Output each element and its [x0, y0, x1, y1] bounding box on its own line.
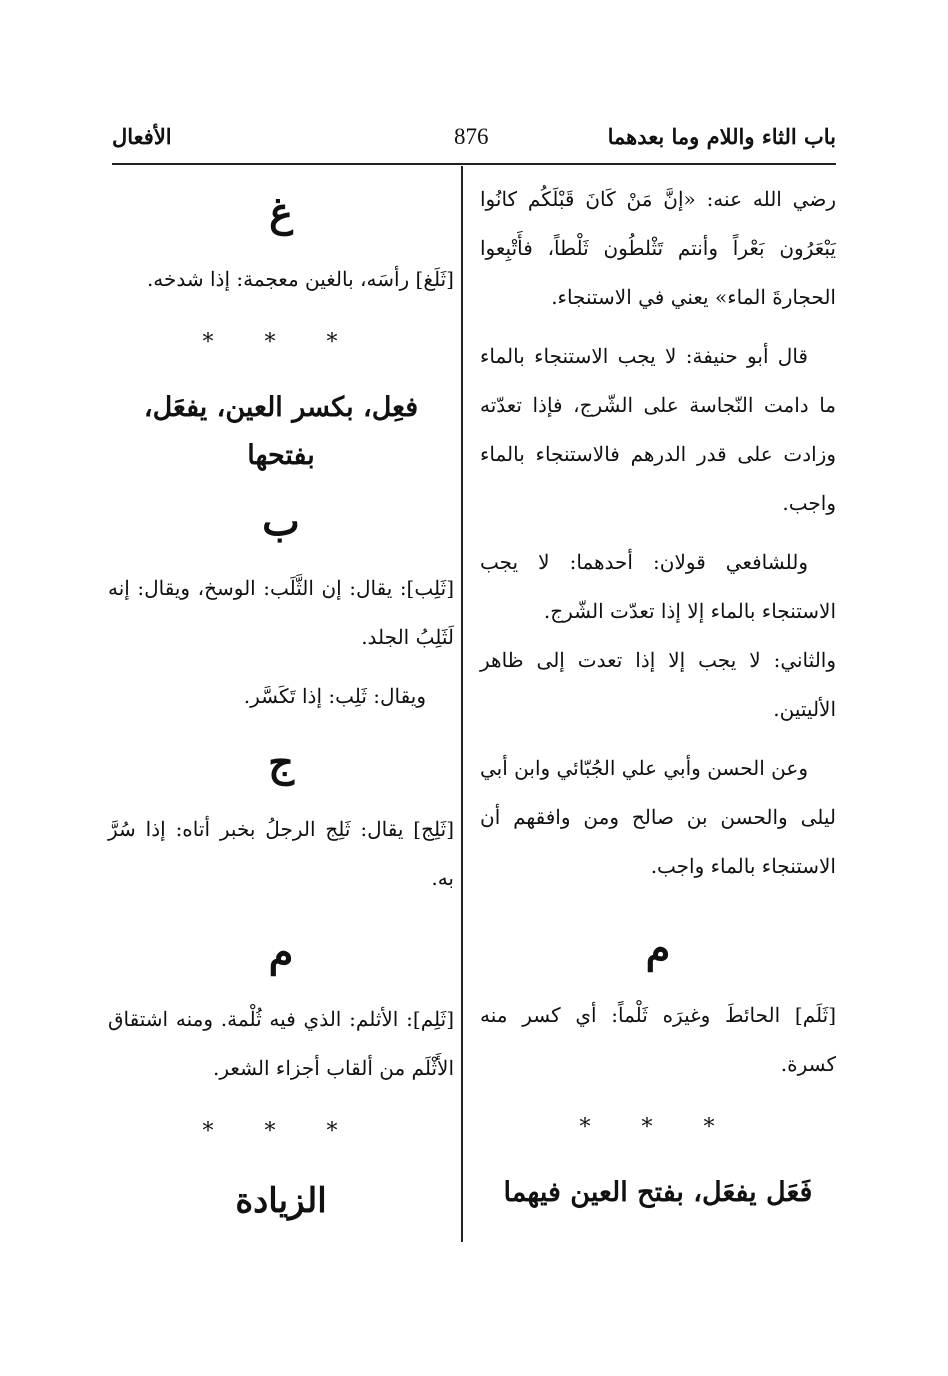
section-heading: فعِل، بكسر العين، يفعَل، بفتحها	[143, 392, 419, 471]
paragraph: والثاني: لا يجب إلا إذا تعدت إلى ظاهر الأليتين.	[480, 648, 836, 721]
letter-heading: م	[268, 929, 294, 976]
paragraph: رضي الله عنه: «إنَّ مَنْ كَانَ قَبْلَكُم كانُوا يَبْعَرُون بَعْراً وأنتم تَثْلطُون ثَلْطاً، فأَتْبِعوا الحجارةَ الماء» يعني في الاستنجاء.	[480, 187, 836, 309]
paragraph: [ثَلِج] يقال: ثَلِج الرجلُ بخبر أتاه: إذا سُرَّ به.	[108, 817, 454, 890]
paragraph: ويقال: ثَلِب: إذا تَكَسَّر.	[243, 684, 426, 708]
header-rule	[112, 163, 836, 165]
paragraph: [ثَلَم] الحائطَ وغيرَه ثَلْماً: أي كسر منه كسرة.	[480, 1003, 836, 1076]
section-separator: * * *	[202, 330, 360, 355]
letter-heading: غ	[269, 189, 293, 236]
letter-heading: ب	[262, 498, 300, 545]
right-column	[480, 175, 836, 1227]
paragraph: [ثَلِب]: يقال: إن الثَّلَب: الوسخ، ويقال: إنه لَثَلِبُ الجلد.	[108, 576, 454, 649]
running-head-chapter: باب الثاء واللام وما بعدهما	[607, 124, 836, 149]
paragraph: وعن الحسن وأبي علي الجُبّائي وابن أبي ليلى والحسن بن صالح ومن وافقهم أن الاستنجاء بالماء واجب.	[480, 756, 836, 878]
paragraph: وللشافعي قولان: أحدهما: لا يجب الاستنجاء بالماء إلا إذا تعدّت الشّرج.	[480, 550, 836, 623]
section-heading: فَعَل يفعَل، بفتح العين فيهما	[503, 1177, 813, 1208]
letter-heading: ج	[268, 739, 294, 786]
paragraph: قال أبو حنيفة: لا يجب الاستنجاء بالماء ما دامت النّجاسة على الشّرج، فإذا تعدّته وزادت على قدر الدرهم فالاستنجاء بالماء واجب.	[480, 344, 836, 515]
left-column	[108, 175, 454, 1233]
paragraph: [ثَلِم]: الأثلم: الذي فيه ثُلْمة. ومنه اشتقاق الأَثْلَم من ألقاب أجزاء الشعر.	[108, 1007, 454, 1080]
section-separator: * * *	[579, 1115, 737, 1140]
section-heading-large: الزيادة	[235, 1181, 327, 1221]
column-divider	[461, 166, 463, 1242]
paragraph: [ثَلَغ] رأسَه، بالغين معجمة: إذا شدخه.	[146, 267, 454, 291]
running-head-section: الأفعال	[112, 124, 172, 149]
section-separator: * * *	[202, 1119, 360, 1144]
page-number: 876	[454, 124, 489, 149]
letter-heading: م	[645, 925, 671, 972]
